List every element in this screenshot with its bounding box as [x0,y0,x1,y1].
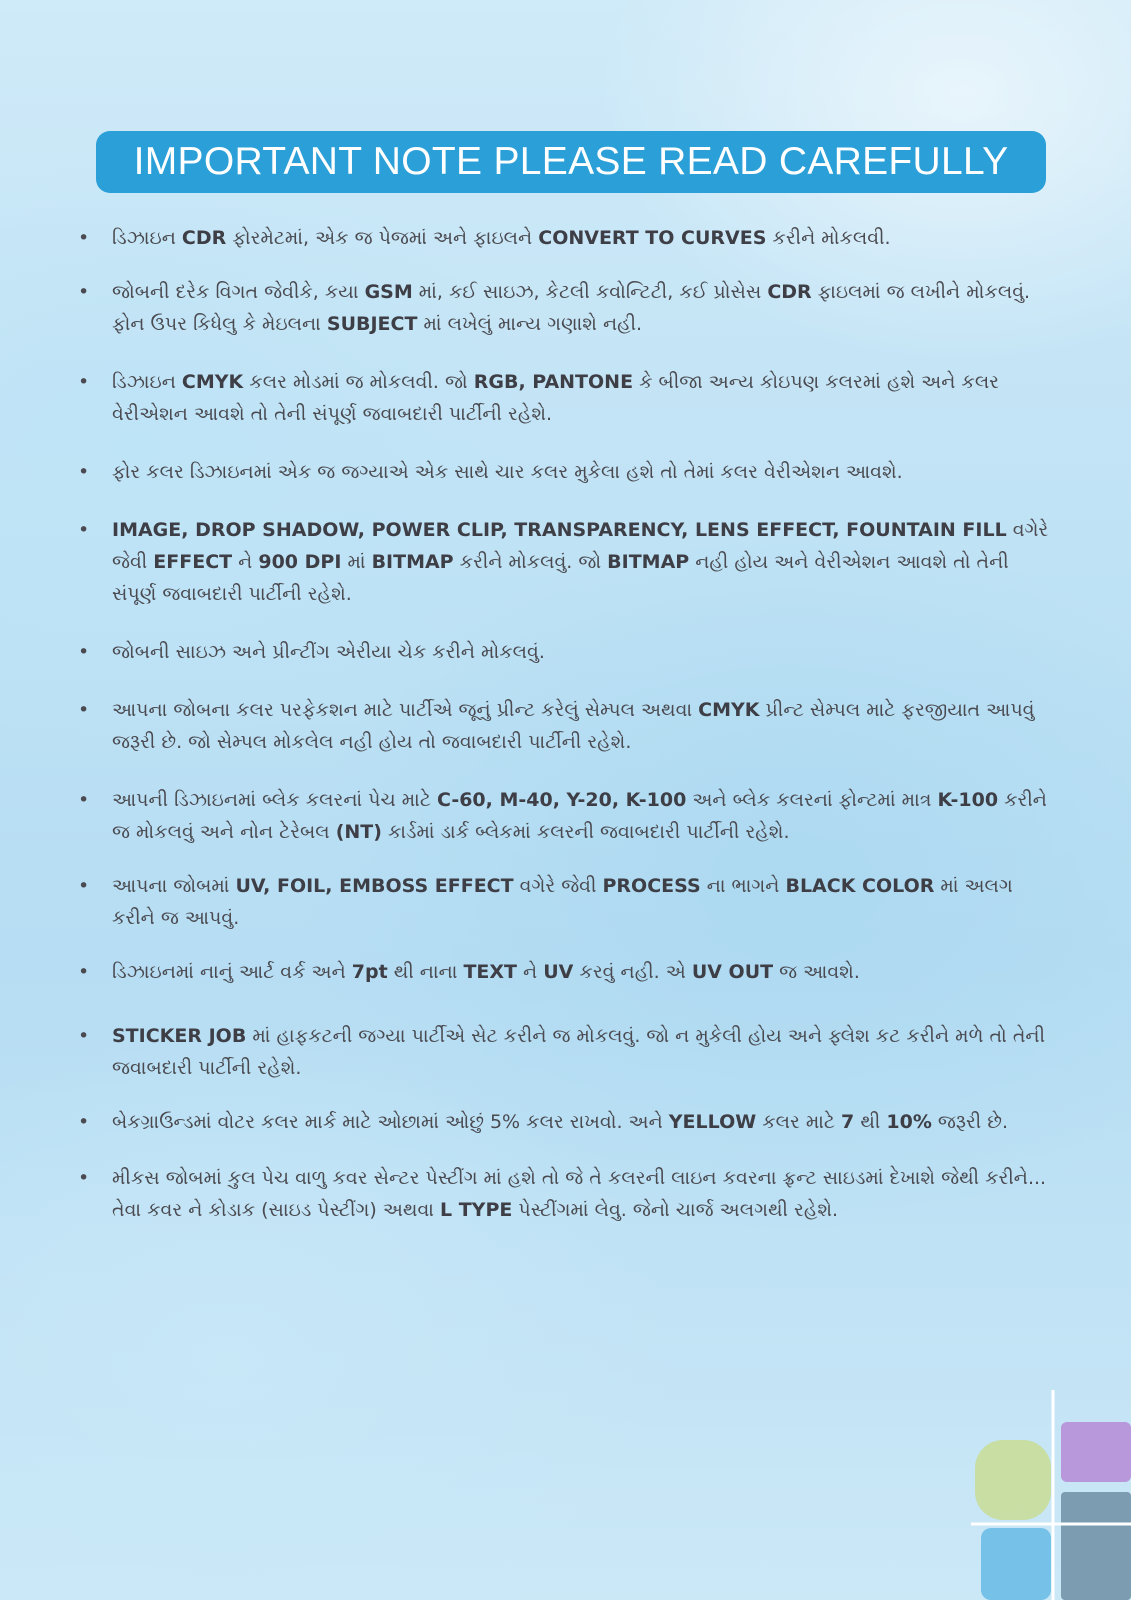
deco-green-tile [975,1440,1051,1520]
note-text: અને બ્લેક કલરનાં ફોન્ટમાં માત્ર [686,789,938,811]
note-text: ના ભાગને [700,875,786,897]
bullet-marker: • [78,1167,90,1189]
note-emphasis: CMYK [181,371,244,393]
note-item [76,456,1056,488]
note-text: વગેરે જેવી [513,875,603,897]
note-emphasis: CDR [767,281,812,303]
note-text: થી [854,1111,887,1133]
title-banner [96,131,1046,193]
note-text: નહી હોય અને વેરીએશન આવશે તો તેની સંપૂર્ણ જવાબદારી પાર્ટીની રહેશે. [112,551,1009,605]
note-emphasis: BITMAP [371,551,454,573]
note-emphasis: C-60, M-40, Y-20, K-100 [436,789,687,811]
note-text: આપના જોબના કલર પરફેકશન માટે પાર્ટીએ જૂનું પ્રીન્ટ કરેલું સેમ્પલ અથવા [112,699,699,721]
note-text: આપના જોબમાં [112,875,236,897]
note-text: પ્રીન્ટ સેમ્પલ માટે ફરજીયાત આપવું જરૂરી છે. જો સેમ્પલ મોકલેલ નહી હોય તો જવાબદારી પાર્ટીની રહેશે. [112,699,1035,753]
note-item [76,1106,1056,1138]
note-emphasis: 900 DPI [258,551,342,573]
note-emphasis: SUBJECT [326,313,418,335]
note-item [76,366,1056,430]
note-text: માં લખેલું માન્ય ગણાશે નહી. [417,313,643,335]
note-text: બેકગ્રાઉન્ડમાં વોટર કલર માર્ક માટે ઓછામાં ઓછું 5% કલર રાખવો. અને [112,1111,669,1133]
note-emphasis: UV [543,961,574,983]
note-text: માં, કઈ સાઇઝ, કેટલી કવોન્ટિટી, કઈ પ્રોસેસ [412,281,768,303]
corner-decoration [971,1390,1131,1600]
note-item [76,784,1056,848]
bullet-marker: • [78,1111,90,1133]
bullet-marker: • [78,1025,90,1047]
deco-slate-tile [1061,1492,1131,1600]
note-text: ફોર કલર ડિઝાઇનમાં એક જ જગ્યાએ એક સાથે ચાર કલર મુકેલા હશે તો તેમાં કલર વેરીએશન આવશે. [112,461,903,483]
note-emphasis: IMAGE, DROP SHADOW, POWER CLIP, TRANSPARENCY, LENS EFFECT, FOUNTAIN FILL [112,519,1007,541]
note-emphasis: EFFECT [153,551,233,573]
note-text: કે બીજા અન્ય કોઇપણ કલરમાં હશે અને કલર વેરીએશન આવશે તો તેની સંપૂર્ણ જવાબદારી પાર્ટીની રહેશે. [112,371,1000,425]
note-text: ફાઇલમાં જ લખીને મોકલવું. ફોન ઉપર કિધેલુ કે મેઇલના [112,281,1031,335]
note-text: ફોરમેટમાં, એક જ પેજમાં અને ફાઇલને [226,227,539,249]
note-text: કરવું નહી. એ [573,961,692,983]
note-text: ને [517,961,544,983]
note-text: જ આવશે. [773,961,860,983]
note-text: વગેરે જેવી [112,519,1049,573]
note-item [76,276,1056,340]
note-emphasis: UV, FOIL, EMBOSS EFFECT [235,875,514,897]
note-emphasis: 7 [841,1111,855,1133]
bullet-marker: • [78,281,90,303]
note-item [76,956,1056,988]
note-item [76,636,1056,668]
note-text: આપની ડિઝાઇનમાં બ્લેક કલરનાં પેચ માટે [112,789,437,811]
note-item [76,694,1056,758]
note-emphasis: BITMAP [607,551,690,573]
note-emphasis: STICKER JOB [112,1025,247,1047]
bullet-marker: • [78,461,90,483]
note-emphasis: CDR [181,227,227,249]
deco-blue-tile [981,1528,1051,1600]
note-emphasis: BLACK COLOR [785,875,935,897]
note-text: કાર્ડમાં ડાર્ક બ્લેકમાં કલરની જવાબદારી પાર્ટીની રહેશે. [381,821,790,843]
note-text: ડિઝાઇન [112,227,182,249]
note-text: જરૂરી છે. [931,1111,1009,1133]
note-text: માં હાફકટની જગ્યા પાર્ટીએ સેટ કરીને જ મોકલવું. જો ન મુકેલી હોય અને ફ્લેશ કટ કરીને મળે તો તેની જવાબદારી પાર્ટીની રહેશે. [112,1025,1046,1079]
note-text: થી નાના [387,961,464,983]
note-emphasis: 10% [886,1111,932,1133]
note-text: કરીને મોકલવી. [766,227,891,249]
note-text: પેસ્ટીંગમાં લેવુ. જેનો ચાર્જ અલગથી રહેશે. [512,1199,839,1221]
note-item [76,870,1056,934]
note-item [76,514,1056,610]
note-text: કલર માટે [756,1111,842,1133]
note-text: જોબની દરેક વિગત જેવીકે, કયા [112,281,365,303]
note-emphasis: GSM [364,281,413,303]
bullet-marker: • [78,519,90,541]
note-emphasis: K-100 [937,789,999,811]
note-text: કરીને મોકલવું. જો [453,551,608,573]
note-emphasis: L TYPE [440,1199,513,1221]
note-text: માં અલગ કરીને જ આપવું. [112,875,1013,929]
bullet-marker: • [78,875,90,897]
note-text: જોબની સાઇઝ અને પ્રીન્ટીંગ એરીયા ચેક કરીને મોકલવું. [112,641,545,663]
bullet-marker: • [78,789,90,811]
bullet-marker: • [78,961,90,983]
note-text: ડિઝાઇનમાં નાનું આર્ટ વર્ક અને [112,961,352,983]
note-text: ને [232,551,259,573]
note-emphasis: PROCESS [602,875,701,897]
notes-list [76,222,1056,1226]
note-emphasis: (NT) [335,821,382,843]
note-item [76,222,1056,254]
note-text: ડિઝાઇન [112,371,182,393]
note-emphasis: CMYK [698,699,760,721]
note-text: માં [341,551,372,573]
note-emphasis: RGB, PANTONE [473,371,634,393]
note-emphasis: UV OUT [691,961,774,983]
note-text: કરીને જ મોકલવું અને નોન ટેરેબલ [112,789,1047,843]
deco-purple-tile [1061,1422,1131,1482]
note-text: મીકસ જોબમાં કુલ પેચ વાળુ કવર સેન્ટર પેસ્ટીંગ માં હશે તો જે તે કલરની લાઇન કવરના ફ્રન્ટ સાઇડમાં દેખાશે જેથી કરીને... તેવા કવર ને કોડાક (સાઇડ પેસ્ટીંગ) અથવા [112,1167,1047,1221]
note-emphasis: 7pt [351,961,388,983]
bullet-marker: • [78,699,90,721]
note-text: કલર મોડમાં જ મોકલવી. જો [243,371,474,393]
page-title: IMPORTANT NOTE PLEASE READ CAREFULLY [133,140,1009,183]
bullet-marker: • [78,641,90,663]
note-item [76,1162,1056,1226]
note-emphasis: CONVERT TO CURVES [538,227,767,249]
note-emphasis: TEXT [463,961,518,983]
note-item [76,1020,1056,1084]
note-emphasis: YELLOW [668,1111,757,1133]
bullet-marker: • [78,227,90,249]
bullet-marker: • [78,371,90,393]
